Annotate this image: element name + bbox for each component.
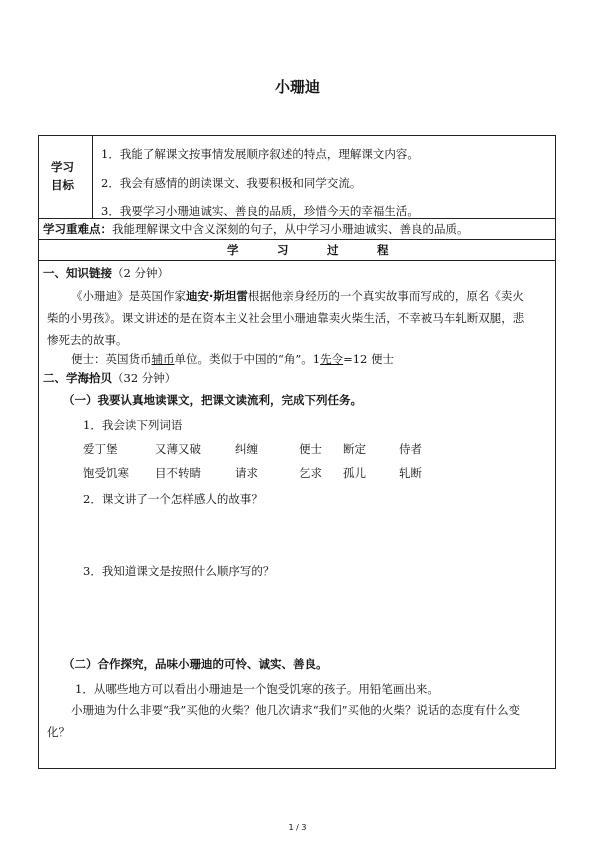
row-divider — [39, 239, 555, 240]
page-number: 1 / 3 — [288, 823, 307, 832]
process-header-char: 学 — [227, 243, 239, 257]
task-two-heading: （二）合作探究，品味小珊迪的可怜、诚实、善良。 — [63, 657, 328, 671]
question-5: 小珊迪为什么非要“我”买他的火柴？他几次请求“我们”买他的火柴？说话的态度有什么变化？ — [47, 703, 521, 739]
page-title: 小珊迪 — [274, 78, 320, 96]
process-header-char: 过 — [327, 243, 339, 257]
currency-note: 便士：英国货币辅币单位。类似于中国的“角”。1先令=12 便士 — [71, 352, 395, 366]
worksheet-table — [38, 135, 556, 769]
word-item: 饱受饥寒 — [83, 466, 129, 480]
intro-text: 《小珊迪》是英国作家 — [71, 289, 186, 303]
section-knowledge-link — [43, 266, 169, 280]
word-item: 目不转睛 — [155, 466, 201, 480]
key-points-label: 学习重难点： — [43, 222, 112, 236]
task-one-heading: （一）我要认真地读课文，把课文读流利，完成下列任务。 — [63, 393, 362, 407]
objectives-label-2: 目标 — [51, 178, 74, 192]
column-divider — [92, 136, 93, 218]
word-item: 乞求 — [299, 466, 322, 480]
question-4: 1．从哪些地方可以看出小珊迪是一个饱受饥寒的孩子。用铅笔画出来。 — [75, 682, 439, 696]
question-3: 3．我知道课文是按照什么顺序写的？ — [83, 564, 275, 578]
author-name: 迪安·斯坦雷 — [186, 289, 248, 303]
objective-item: 1．我能了解课文按事情发展顺序叙述的特点，理解课文内容。 — [101, 147, 419, 161]
objective-item: 3．我要学习小珊迪诚实、善良的品质，珍惜今天的幸福生活。 — [101, 204, 419, 218]
word-item: 请求 — [235, 466, 258, 480]
process-header-char: 程 — [377, 243, 389, 257]
section-study — [43, 371, 176, 385]
word-item: 爱丁堡 — [83, 442, 118, 456]
row-divider — [39, 218, 555, 219]
objective-item: 2．我会有感情的朗读课文、我要积极和同学交流。 — [101, 176, 362, 190]
intro-text: 根据他亲身经历的一个真实故事而写成的，原名《卖火柴的小男孩》。课文讲述的是在资本主义社会里小珊迪靠卖火柴生活，不幸被马车轧断双腿，悲惨死去的故事。 — [47, 289, 525, 347]
objectives-label-1: 学习 — [51, 160, 74, 174]
section-time: （2 分钟） — [112, 266, 169, 280]
key-points-text: 我能理解课文中含义深刻的句子，从中学习小珊迪诚实、善良的品质。 — [112, 222, 469, 236]
word-item: 断定 — [343, 442, 366, 456]
intro-paragraph — [47, 285, 531, 351]
word-item: 轧断 — [399, 466, 422, 480]
word-item: 纠缠 — [235, 442, 258, 456]
word-item: 孤儿 — [343, 466, 366, 480]
word-item: 便士 — [299, 442, 322, 456]
key-points — [43, 222, 469, 236]
section-heading: 一、知识链接 — [43, 266, 112, 280]
section-time: （32 分钟） — [112, 371, 177, 385]
process-header-char: 习 — [277, 243, 289, 257]
row-divider — [39, 260, 555, 261]
question-1: 1．我会读下列词语 — [83, 418, 183, 432]
word-item: 又薄又破 — [155, 442, 201, 456]
section-heading: 二、学海拾贝 — [43, 371, 112, 385]
word-item: 侍者 — [399, 442, 422, 456]
question-2: 2．课文讲了一个怎样感人的故事？ — [83, 492, 263, 506]
